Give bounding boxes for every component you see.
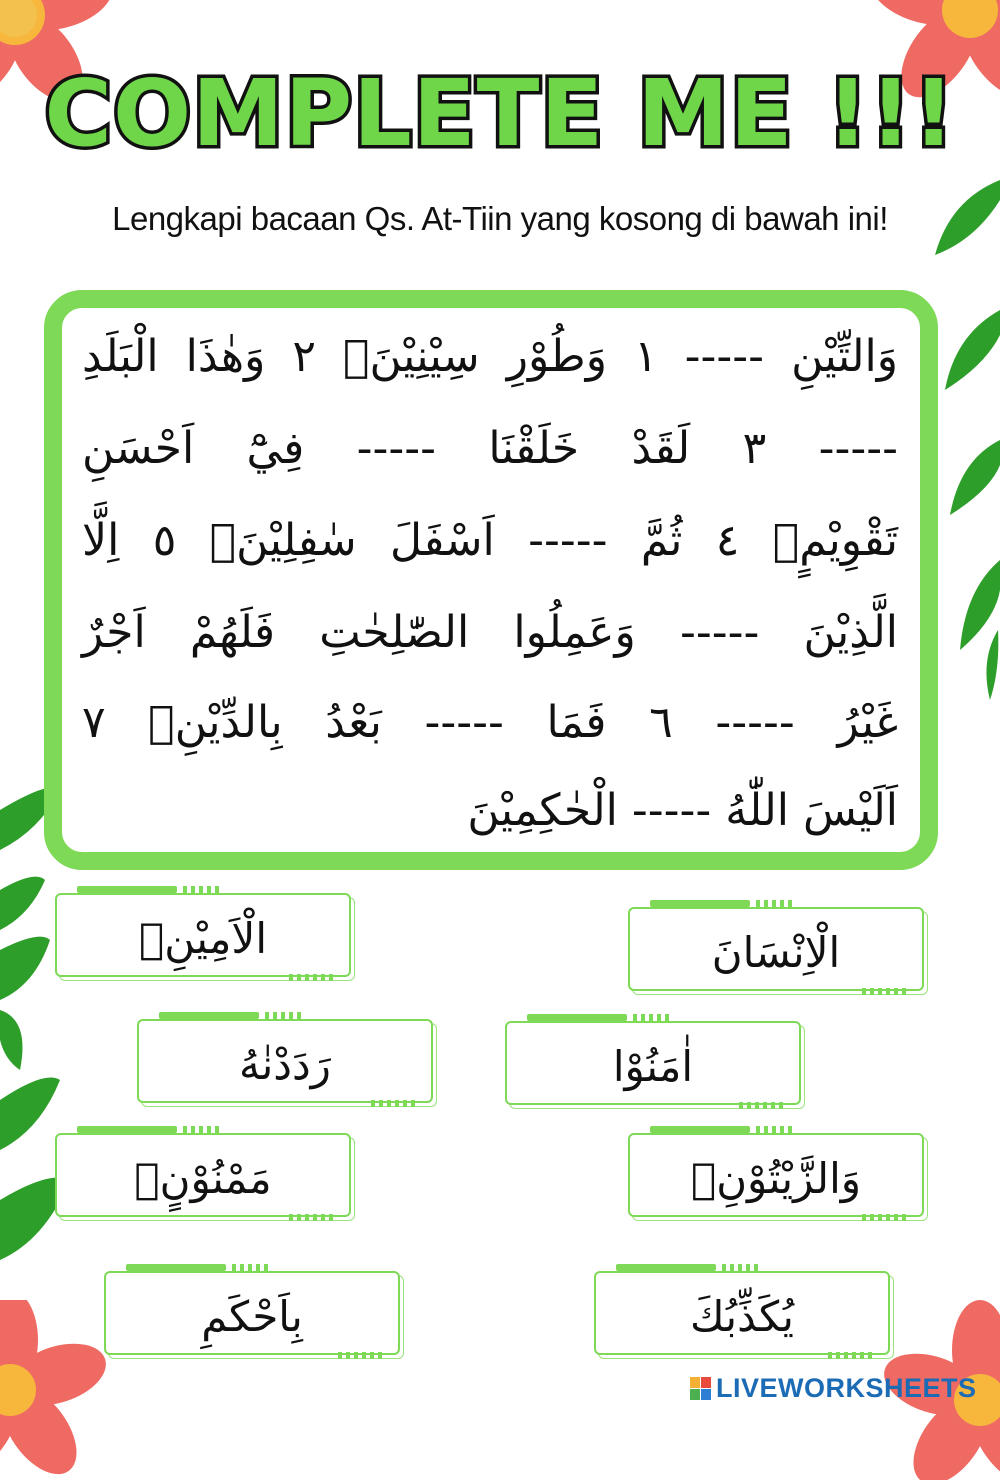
- answer-word: اٰمَنُوْا: [612, 1042, 694, 1091]
- answer-word: وَالزَّيْتُوْنِۙ: [690, 1154, 862, 1203]
- verse-line: ----- ٣ لَقَدْ خَلَقْنَا ----- فِيْٓ اَحْسَنِ: [82, 423, 898, 474]
- verse-line: غَيْرُ ----- ٦ فَمَا ----- بَعْدُ بِالدِّيْنِۗ ٧: [82, 697, 899, 748]
- answer-card[interactable]: [137, 1019, 433, 1103]
- liveworksheets-logo-icon: [690, 1377, 712, 1401]
- verse-line: وَالتِّيْنِ ----- ١ وَطُوْرِ سِيْنِيْنَۙ ٢ وَهٰذَا الْبَلَدِ: [82, 331, 898, 382]
- page-title: COMPLETE ME !!!: [44, 60, 956, 167]
- instructions: Lengkapi bacaan Qs. At-Tiin yang kosong di bawah ini!: [112, 200, 888, 237]
- verse-line: اَلَيْسَ اللّٰهُ ----- الْحٰكِمِيْنَ: [467, 785, 898, 836]
- verse-box: [44, 290, 938, 870]
- verse-line: تَقْوِيْمٍۖ ٤ ثُمَّ ----- اَسْفَلَ سٰفِلِيْنَۙ ٥ اِلَّا: [82, 515, 899, 566]
- answer-word: بِاَحْكَمِ: [201, 1292, 303, 1341]
- answer-card[interactable]: [55, 1133, 351, 1217]
- brand-name: LIVEWORKSHEETS: [716, 1373, 977, 1403]
- answer-card[interactable]: [505, 1021, 801, 1105]
- answer-card[interactable]: [55, 893, 351, 977]
- answer-card[interactable]: [594, 1271, 890, 1355]
- answer-word: يُكَذِّبُكَ: [689, 1292, 794, 1341]
- answer-word: الْاِنْسَانَ: [711, 928, 841, 977]
- flower-bottom-left-icon: [0, 1300, 110, 1480]
- verse-line: الَّذِيْنَ ----- وَعَمِلُوا الصّٰلِحٰتِ فَلَهُمْ اَجْرٌ: [82, 607, 898, 658]
- answer-card[interactable]: [628, 1133, 924, 1217]
- answer-card[interactable]: [628, 907, 924, 991]
- answer-word: رَدَدْنٰهُ: [239, 1040, 331, 1089]
- answer-word: الْاَمِيْنِۙ: [139, 914, 267, 963]
- answer-card[interactable]: [104, 1271, 400, 1355]
- answer-word: مَمْنُوْنٍۗ: [134, 1154, 272, 1203]
